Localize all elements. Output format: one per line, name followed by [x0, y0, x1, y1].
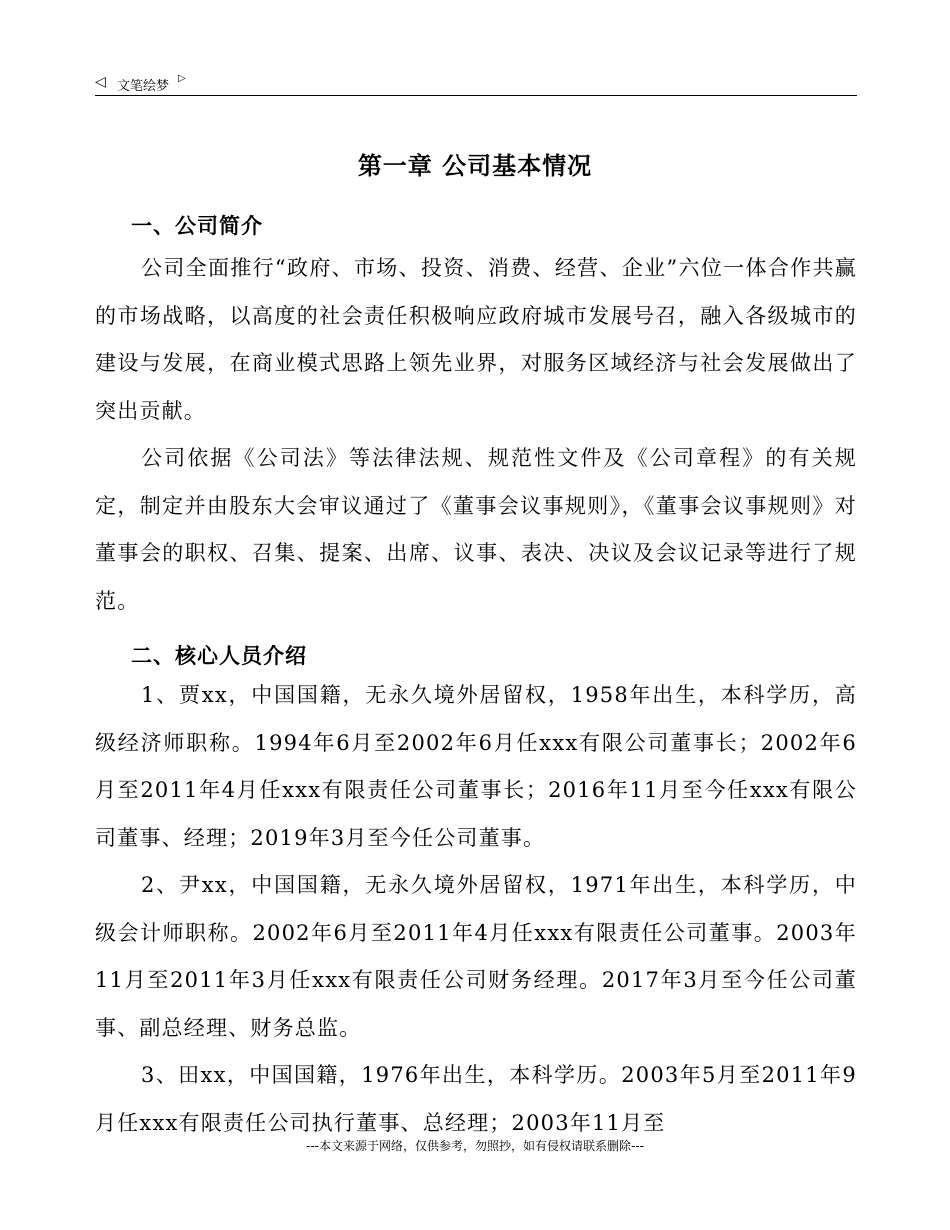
footer-disclaimer: ---本文来源于网络，仅供参考，勿照抄，如有侵权请联系删除--- — [306, 1139, 644, 1153]
right-triangle-icon: ▷ — [178, 73, 186, 84]
page-header — [95, 72, 857, 96]
chapter-title: 第一章 公司基本情况 — [357, 152, 593, 180]
paragraph-person-3: 3、田xx，中国国籍，1976年出生，本科学历。2003年5月至2011年9月任xxx有限责任公司执行董事、总经理；2003年11月至 — [95, 1063, 857, 1135]
paragraph-person-2: 2、尹xx，中国国籍，无永久境外居留权，1971年出生，本科学历，中级会计师职称。2002年6月至2011年4月任xxx有限责任公司董事。2003年11月至2011年3月任xxx有限责任公司财务经理。2017年3月至今任公司董事、副总经理、财务总监。 — [95, 873, 857, 1040]
header-brand: 文笔绘梦 — [117, 79, 170, 94]
section-heading-core-personnel: 二、核心人员介绍 — [131, 644, 307, 668]
paragraph-person-1: 1、贾xx，中国国籍，无永久境外居留权，1958年出生，本科学历，高级经济师职称。1994年6月至2002年6月任xxx有限公司董事长；2002年6月至2011年4月任xxx有限责任公司董事长；2016年11月至今任xxx有限公司董事、经理；2019年3月至今任公司董事。 — [95, 683, 857, 850]
left-triangle-icon: ◁ — [95, 74, 106, 90]
paragraph-company-governance: 公司依据《公司法》等法律法规、规范性文件及《公司章程》的有关规定，制定并由股东大会审议通过了《董事会议事规则》，《董事会议事规则》对董事会的职权、召集、提案、出席、议事、表决、决议及会议记录等进行了规范。 — [95, 446, 857, 613]
paragraph-company-strategy: 公司全面推行“政府、市场、投资、消费、经营、企业”六位一体合作共赢的市场战略，以高度的社会责任积极响应政府城市发展号召，融入各级城市的建设与发展，在商业模式思路上领先业界，对服务区域经济与社会发展做出了突出贡献。 — [95, 256, 857, 423]
section-heading-company-intro: 一、公司简介 — [131, 214, 263, 238]
